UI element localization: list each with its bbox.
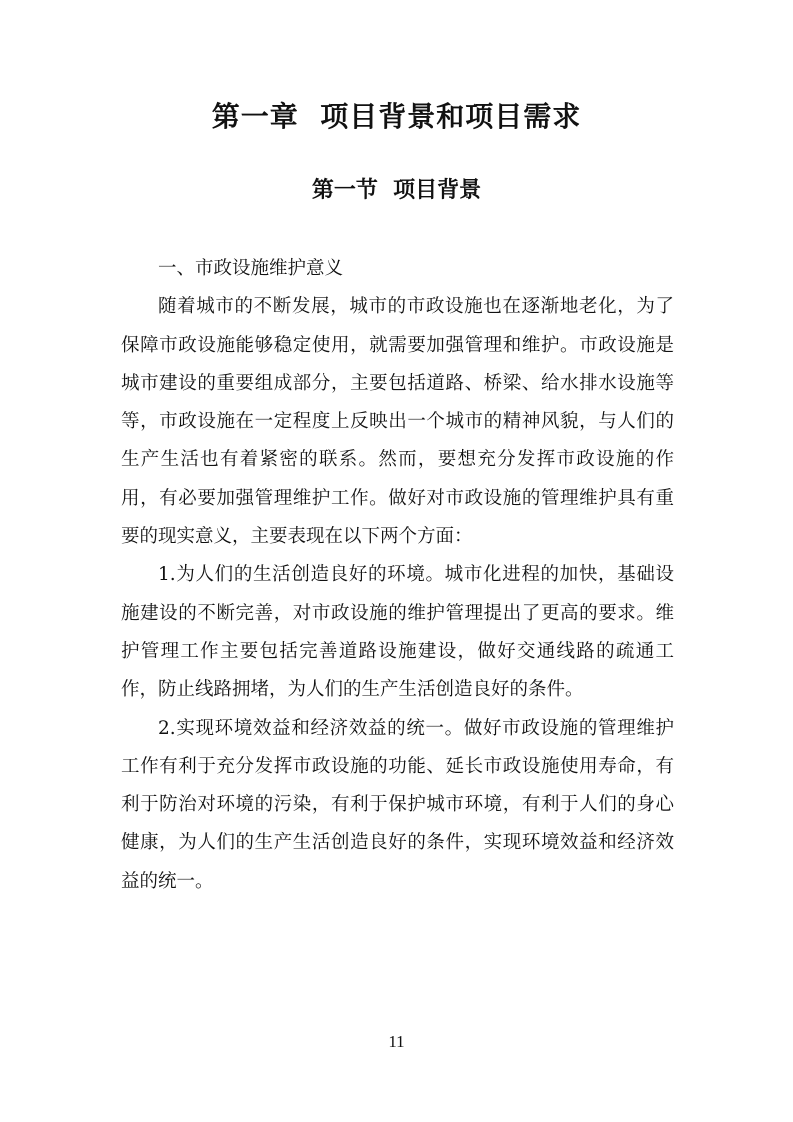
point-two-paragraph: 2.实现环境效益和经济效益的统一。做好市政设施的管理维护工作有利于充分发挥市政设施的功能、延长市政设施使用寿命，有利于防治对环境的污染，有利于保护城市环境，有利于人们的身心健康，为人们的生产生活创造良好的条件，实现环境效益和经济效益的统一。 (121, 717, 674, 892)
section-title: 第一节 项目背景 (311, 178, 482, 203)
point-one-paragraph: 1.为人们的生活创造良好的环境。城市化进程的加快，基础设施建设的不断完善，对市政设施的维护管理提出了更高的要求。维护管理工作主要包括完善道路设施建设，做好交通线路的疏通工作，防止线路拥堵，为人们的生产生活创造良好的条件。 (121, 564, 674, 701)
subheading-paragraph: 一、市政设施维护意义 (158, 258, 344, 279)
page-number: 11 (388, 1032, 405, 1051)
chapter-title: 第一章 项目背景和项目需求 (211, 100, 582, 133)
intro-paragraph: 随着城市的不断发展，城市的市政设施也在逐渐地老化，为了保障市政设施能够稳定使用，就需要加强管理和维护。市政设施是城市建设的重要组成部分，主要包括道路、桥梁、给水排水设施等等，市政设施在一定程度上反映出一个城市的精神风貌，与人们的生产生活也有着紧密的联系。然而，要想充分发挥市政设施的作用，有必要加强管理维护工作。做好对市政设施的管理维护具有重要的现实意义，主要表现在以下两个方面： (121, 296, 674, 548)
body-text (121, 250, 674, 901)
